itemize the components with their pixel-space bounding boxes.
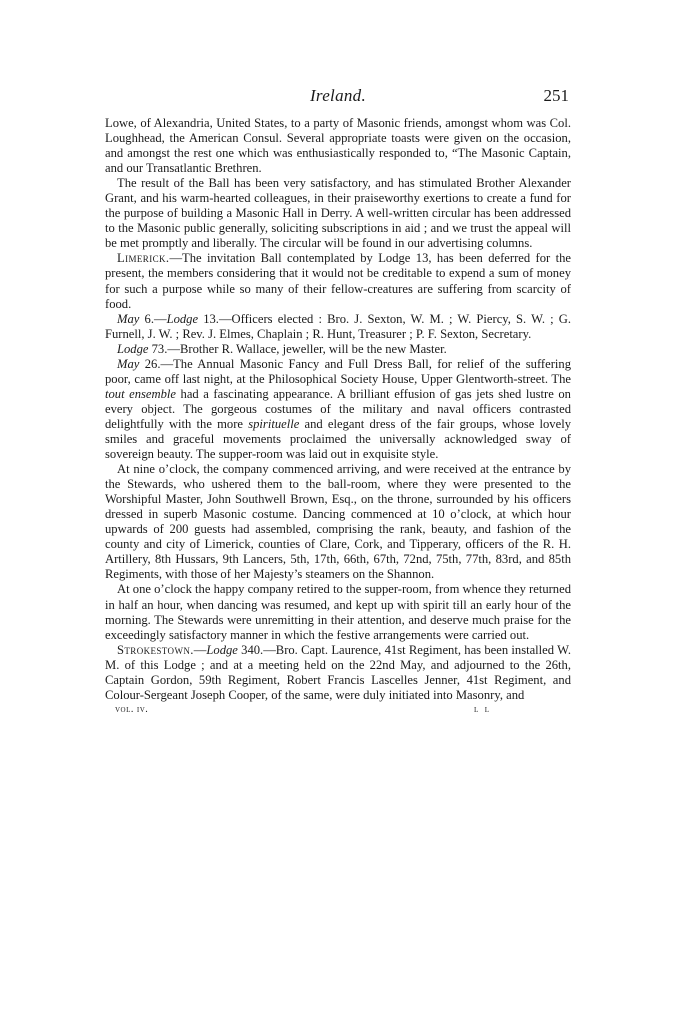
paragraph (105, 251, 571, 311)
section-heading: Strokestown. (117, 642, 194, 657)
text-run: had a fascinating appearance. A brilliant effusion of gas jets shed lustre on every object. The gorgeous costumes of the military and naval officers contrasted delightfully with the more (105, 386, 571, 431)
text-run: 13.—Officers elected : Bro. J. Sexton, W. M. ; W. Piercy, S. W. ; G. Furnell, J. W. ; Rev. J. Elmes, Chaplain ; R. Hunt, Treasurer ; P. F. Sexton, Secretary. (105, 311, 572, 341)
text-run: 340.—Bro. Capt. Laurence, 41st Regiment, has been installed W. M. of this Lodge ; and at a meeting held on the 22nd May, and adjourned to the 26th, Captain Gordon, 59th Regiment, Robert Francis Lascelles Jenner, 41st Regiment, and Colour-Sergeant Joseph Cooper, of the same, were duly initiated into Masonry, and (105, 642, 571, 702)
paragraph (105, 643, 571, 703)
signature-letters: l l (473, 703, 491, 715)
text-run: At one o’clock the happy company retired to the supper-room, from whence they returned in half an hour, when dancing was resumed, and kept up with spirit till an early hour of the morning. The Stewards were unremitting in their attention, and deserve much praise for the exceedingly satisfactory manner in which the festive arrangements were carried out. (105, 582, 571, 642)
italic-text: Lodge (117, 341, 149, 356)
italic-text: May (117, 311, 140, 326)
italic-text: tout ensemble (105, 386, 176, 401)
paragraph (105, 116, 571, 176)
paragraph (105, 582, 571, 642)
text-run: and elegant dress of the fair groups, whose lovely smiles and graceful movements proclaimed the universally acknowledged sway of sovereign beauty. The supper-room was laid out in exquisite style. (105, 416, 571, 462)
italic-text: Lodge (206, 642, 238, 657)
article-body (105, 116, 571, 703)
book-page (105, 86, 571, 720)
paragraph (105, 312, 571, 342)
text-run: The result of the Ball has been very satisfactory, and has stimulated Brother Alexander Grant, and his warm-hearted colleagues, in their praiseworthy exertions to create a fund for the purpose of building a Masonic Hall in Derry. A well-written circular has been addressed to the Masonic public generally, soliciting subscriptions in aid ; and we trust the appeal will be met promptly and liberally. The circular will be found in our advertising columns. (105, 176, 571, 251)
italic-text: May (117, 356, 140, 371)
text-run: — (193, 642, 207, 657)
italic-text: spirituelle (248, 416, 300, 431)
text-run: At nine o’clock, the company commenced arriving, and were received at the entrance by the Stewards, who ushered them to the ball-room, where they were presented to the Worshipful Master, John Southwell Brown, Esq., on the throne, surrounded by his officers dressed in superb Masonic costume. Dancing commenced at 10 o’clock, at which hour upwards of 200 guests had assembled, comprising the rank, beauty, and fashion of the county and city of Limerick, counties of Clare, Cork, and Tipperary, officers of the R. H. Artillery, 8th Hussars, 9th Lancers, 5th, 17th, 66th, 67th, 72nd, 75th, 77th, 83rd, and 85th Regiments, with those of her Majesty’s steamers on the Shannon. (105, 462, 571, 582)
paragraph (105, 462, 571, 582)
volume-mark: vol. iv. (115, 703, 149, 715)
text-run: Lowe, of Alexandria, United States, to a party of Masonic friends, amongst whom was Col. Loughhead, the American Consul. Several appropriate toasts were given on the occasion, and amongst the rest one which was enthusiastically responded to, “The Masonic Captain, and our Transatlantic Brethren. (105, 116, 571, 176)
paragraph (105, 342, 571, 357)
paragraph (105, 357, 571, 462)
page-footer (105, 704, 571, 720)
italic-text: Lodge (166, 311, 199, 326)
section-heading: Limerick. (117, 251, 170, 266)
page-header (105, 86, 571, 116)
running-title: Ireland. (309, 86, 367, 105)
text-run: 26.—The Annual Masonic Fancy and Full Dress Ball, for relief of the suffering poor, came off last night, at the Philosophical Society House, Upper Glentworth-street. The (105, 356, 571, 386)
text-run: 6.— (139, 311, 167, 326)
page-number: 251 (543, 86, 569, 105)
text-run: 73.—Brother R. Wallace, jeweller, will be the new Master. (148, 341, 447, 356)
paragraph (105, 176, 571, 251)
text-run: —The invitation Ball contemplated by Lodge 13, has been deferred for the present, the members considering that it would not be creditable to expend a sum of money for such a purpose while so many of their fellow-creatures are suffering from scarcity of food. (105, 251, 571, 311)
